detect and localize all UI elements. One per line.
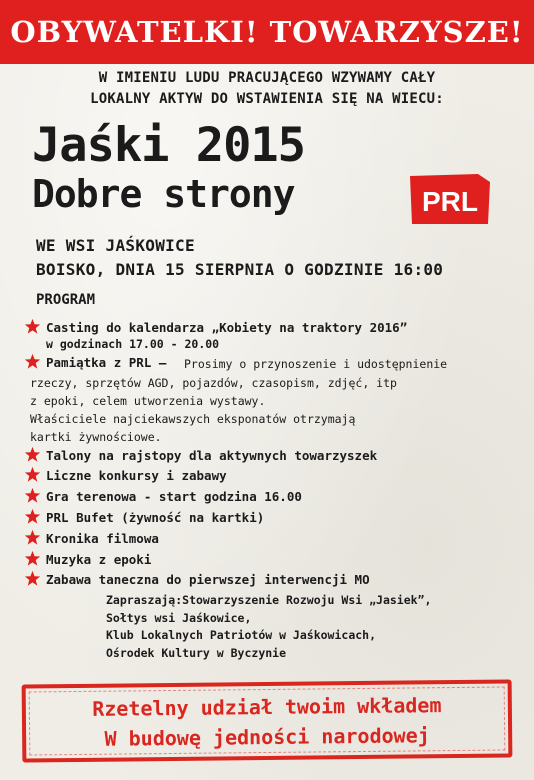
- organizer-line-3: Klub Lokalnych Patriotów w Jaśkowicach,: [106, 628, 377, 642]
- intro-line-2: LOKALNY AKTYW DO WSTAWIENIA SIĘ NA WIECU:: [90, 91, 444, 107]
- star-icon: [24, 318, 41, 335]
- intro-text: [0, 68, 534, 110]
- event-title: Jaśki 2015: [32, 118, 305, 173]
- place-line-1: WE WSI JAŚKOWICE: [36, 236, 195, 255]
- prl-logo-text: PRL: [422, 186, 478, 217]
- program-item-gra: Gra terenowa - start godzina 16.00: [46, 489, 302, 504]
- pamiatka-line-5: kartki żywnościowe.: [30, 430, 162, 444]
- intro-line-1: W IMIENIU LUDU PRACUJĄCEGO WZYWAMY CAŁY: [98, 70, 436, 86]
- stamp-inner-border: [29, 687, 506, 756]
- star-icon: [24, 529, 41, 546]
- program-title: PROGRAM: [36, 292, 96, 308]
- program-item-talony: Talony na rajstopy dla aktywnych towarzyszek: [46, 448, 378, 463]
- star-icon: [24, 508, 41, 525]
- star-icon: [24, 570, 41, 587]
- star-icon: [24, 466, 41, 483]
- pamiatka-description: Prosimy o przynoszenie i udostępnienie: [184, 357, 448, 371]
- prl-logo: [408, 172, 492, 226]
- organizer-line-1: Zapraszają:Stowarzyszenie Rozwoju Wsi „Jasiek”,: [106, 593, 432, 607]
- program-item-pamiatka: Pamiątka z PRL –: [46, 355, 167, 370]
- slogan-line-2: W budowę jedności narodowej: [104, 723, 430, 751]
- program-item-casting: Casting do kalendarza „Kobiety na traktory 2016”: [46, 320, 408, 335]
- organizers: [106, 592, 431, 662]
- star-icon: [24, 446, 41, 463]
- pamiatka-line-3: z epoki, celem utworzenia wystawy.: [30, 394, 266, 408]
- header-banner: [0, 0, 534, 64]
- program-item-zabawa: Zabawa taneczna do pierwszej interwencji MO: [46, 572, 370, 587]
- program-item-kronika: Kronika filmowa: [46, 531, 159, 546]
- banner-text: OBYWATELKI! TOWARZYSZE!: [10, 15, 524, 49]
- pamiatka-line-2: rzeczy, sprzętów AGD, pojazdów, czasopism, zdjęć, itp: [30, 376, 397, 390]
- organizer-line-4: Ośrodek Kultury w Byczynie: [106, 645, 287, 660]
- star-icon: [24, 353, 41, 370]
- place-line-2: BOISKO, DNIA 15 SIERPNIA O GODZINIE 16:00: [36, 260, 444, 279]
- slogan-stamp: [22, 679, 513, 762]
- organizer-line-2: Sołtys wsi Jaśkowice,: [106, 610, 252, 625]
- star-icon: [24, 550, 41, 567]
- slogan-line-1: Rzetelny udział twoim wkładem: [92, 693, 442, 721]
- star-icon: [24, 487, 41, 504]
- event-place: [36, 234, 443, 282]
- program-item-konkursy: Liczne konkursy i zabawy: [46, 468, 227, 483]
- casting-time: w godzinach 17.00 - 20.00: [46, 337, 220, 351]
- program-item-muzyka: Muzyka z epoki: [46, 552, 152, 567]
- program-item-bufet: PRL Bufet (żywność na kartki): [46, 510, 265, 525]
- event-subtitle: Dobre strony: [32, 172, 295, 216]
- pamiatka-line-4: Właściciele najciekawszych eksponatów otrzymają: [30, 412, 356, 426]
